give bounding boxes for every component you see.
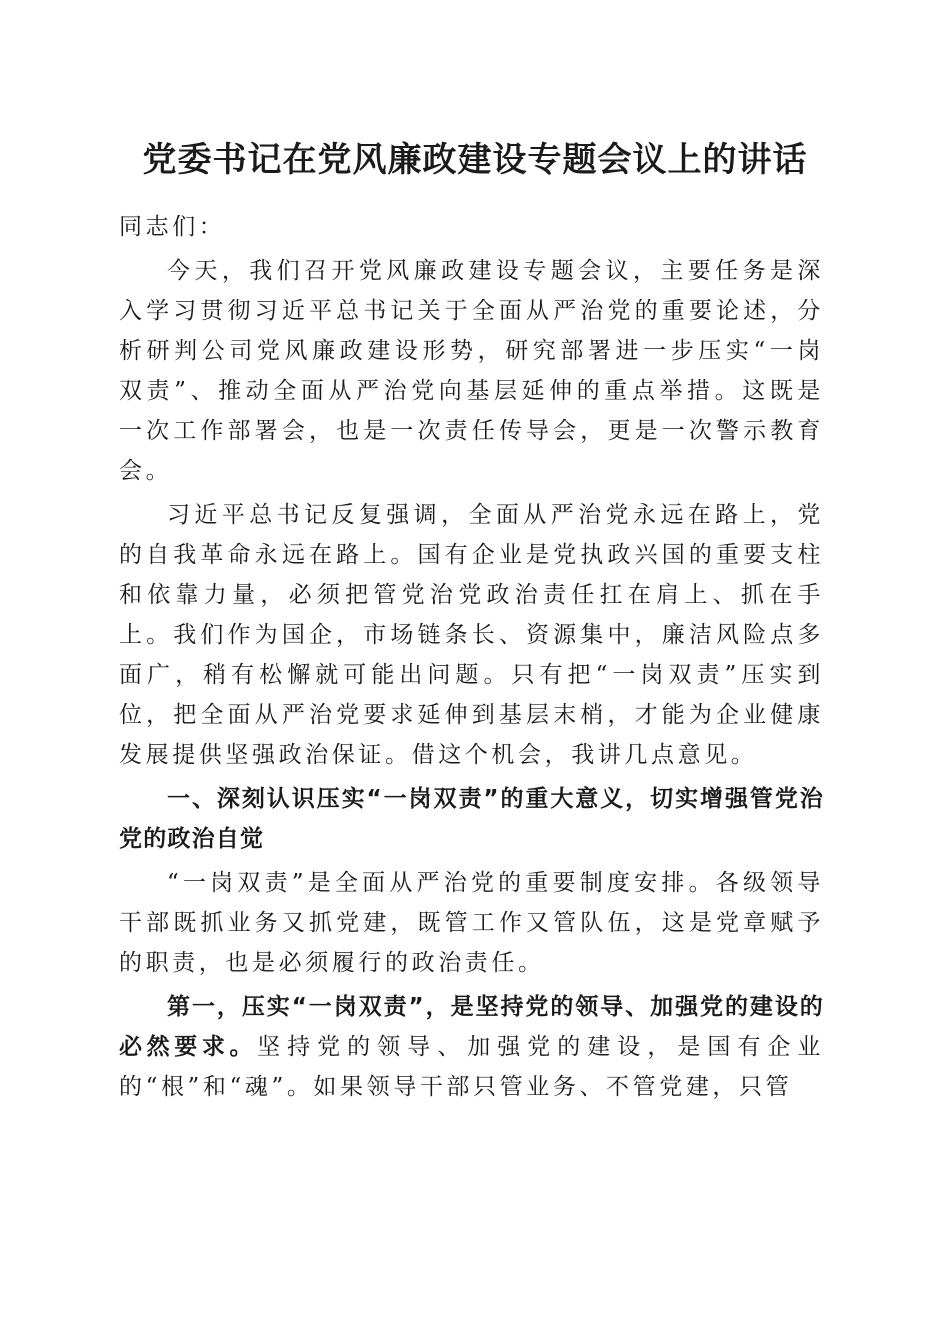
point-1-lead: 第一，压实“一岗双责”，是坚持党的领导、加强党的建设的必然要求。	[119, 994, 824, 1060]
paragraph-context: 习近平总书记反复强调，全面从严治党永远在路上，党的自我革命永远在路上。国有企业是党执政兴国的重要支柱和依靠力量，必须把管党治党政治责任扛在肩上、抓在手上。我们作为国企，市场链条长、资源集中，廉洁风险点多面广，稍有松懈就可能出问题。只有把“一岗双责”压实到位，把全面从严治党要求延伸到基层末梢，才能为企业健康发展提供坚强政治保证。借这个机会，我讲几点意见。	[119, 502, 824, 768]
salutation: 同志们：	[119, 214, 226, 240]
paragraph-section-1-point-1	[119, 987, 824, 1107]
paragraph-section-1-intro: “一岗双责”是全面从严治党的重要制度安排。各级领导干部既抓业务又抓党建，既管工作又管队伍，这是党章赋予的职责，也是必须履行的政治责任。	[119, 870, 824, 976]
section-heading-1: 一、深刻认识压实“一岗双责”的重大意义，切实增强管党治党的政治自觉	[119, 786, 824, 852]
paragraph-opening: 今天，我们召开党风廉政建设专题会议，主要任务是深入学习贯彻习近平总书记关于全面从严治党的重要论述，分析研判公司党风廉政建设形势，研究部署进一步压实“一岗双责”、推动全面从严治党向基层延伸的重点举措。这既是一次工作部署会，也是一次责任传导会，更是一次警示教育会。	[119, 258, 824, 484]
point-1-text: 坚持党的领导、加强党的建设，是国有企业的“根”和“魂”。如果领导干部只管业务、不管党建，只管	[119, 1034, 825, 1100]
document-title: 党委书记在党风廉政建设专题会议上的讲话	[142, 140, 808, 180]
document-body	[119, 207, 824, 1111]
